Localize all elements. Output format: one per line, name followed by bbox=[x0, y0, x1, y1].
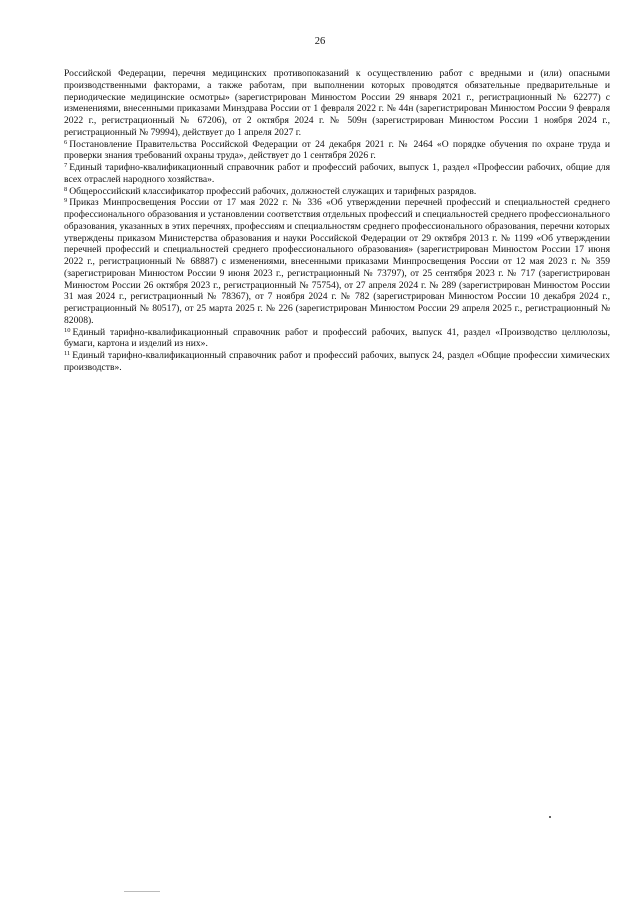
footnote-text: Единый тарифно-квалификационный справочник работ и профессий рабочих, выпуск 41, раздел «Производство целлюлозы, бумаги, картона и изделий из них». bbox=[64, 326, 610, 350]
footnote-11 bbox=[64, 350, 610, 374]
footnote-10 bbox=[64, 327, 610, 351]
footnote-number: 11 bbox=[64, 350, 71, 357]
footnote-text: Приказ Минпросвещения России от 17 мая 2022 г. № 336 «Об утверждении перечней профессий и специальностей среднего профессионального образования и установлении соответствия отдельных профессий и специальностей среднего профессионального образования, указанных в этих перечнях, профессиям и специальностям среднего профессионального образования, перечни которых утверждены приказом Министерства образования и науки Российской Федерации от 29 октября 2013 г. № 1199 «Об утверждении перечней профессий и специальностей среднего профессионального образования» (зарегистрирован Минюстом России 17 июня 2022 г., регистрационный № 68887) с изменениями, внесенными приказами Минпросвещения России от 12 мая 2023 г. № 359 (зарегистрирован Минюстом России 9 июня 2023 г., регистрационный № 73797), от 25 сентября 2023 г. № 717 (зарегистрирован Минюстом России 26 октября 2023 г., регистрационный № 75754), от 27 апреля 2024 г. № 289 (зарегистрирован Минюстом России 31 мая 2024 г., регистрационный № 78367), от 7 ноября 2024 г. № 782 (зарегистрирован Минюстом России 10 декабря 2024 г., регистрационный № 80517), от 25 марта 2025 г. № 226 (зарегистрирован Минюстом России 29 апреля 2025 г., регистрационный № 82008). bbox=[64, 197, 610, 326]
footnotes-section bbox=[64, 68, 610, 374]
footnote-text: Единый тарифно-квалификационный справочник работ и профессий рабочих, выпуск 1, раздел «Профессии рабочих, общие для всех отраслей народного хозяйства». bbox=[64, 162, 610, 185]
footnote-number: 7 bbox=[64, 162, 68, 169]
footnote-text: Единый тарифно-квалификационный справочник работ и профессий рабочих, выпуск 24, раздел «Общие профессии химических производств». bbox=[64, 350, 610, 373]
footnote-number: 10 bbox=[64, 326, 71, 334]
footnote-7 bbox=[64, 162, 610, 186]
footnote-6 bbox=[64, 139, 610, 163]
page-number: 26 bbox=[314, 36, 326, 47]
scan-speck bbox=[549, 816, 551, 818]
footnote-text: Общероссийский классификатор профессий рабочих, должностей служащих и тарифных разрядов. bbox=[69, 185, 477, 197]
intro-paragraph: Российской Федерации, перечня медицинских противопоказаний к осуществлению работ с вредными и (или) опасными производственными факторами, а также работам, при выполнении которых проводятся обязательные предварительные и периодические медицинские осмотры» (зарегистрирован Минюстом России 29 января 2021 г., регистрационный № 62277) с изменениями, внесенными приказами Минздрава России от 1 февраля 2022 г. № 44н (зарегистрирован Минюстом России 9 февраля 2022 г., регистрационный № 67206), от 2 октября 2024 г. № 509н (зарегистрирован Минюстом России 1 ноября 2024 г., регистрационный № 79994), действует до 1 апреля 2027 г. bbox=[64, 68, 610, 138]
footnote-8 bbox=[64, 186, 610, 198]
footnote-number: 9 bbox=[64, 197, 68, 205]
footnote-number: 6 bbox=[64, 138, 68, 146]
footnote-number: 8 bbox=[64, 185, 68, 193]
footnote-9 bbox=[64, 197, 610, 326]
footnote-text: Постановление Правительства Российской Федерации от 24 декабря 2021 г. № 2464 «О порядке обучения по охране труда и проверки знания требований охраны труда», действует до 1 сентября 2026 г. bbox=[64, 138, 610, 162]
footer-rule bbox=[124, 891, 160, 892]
